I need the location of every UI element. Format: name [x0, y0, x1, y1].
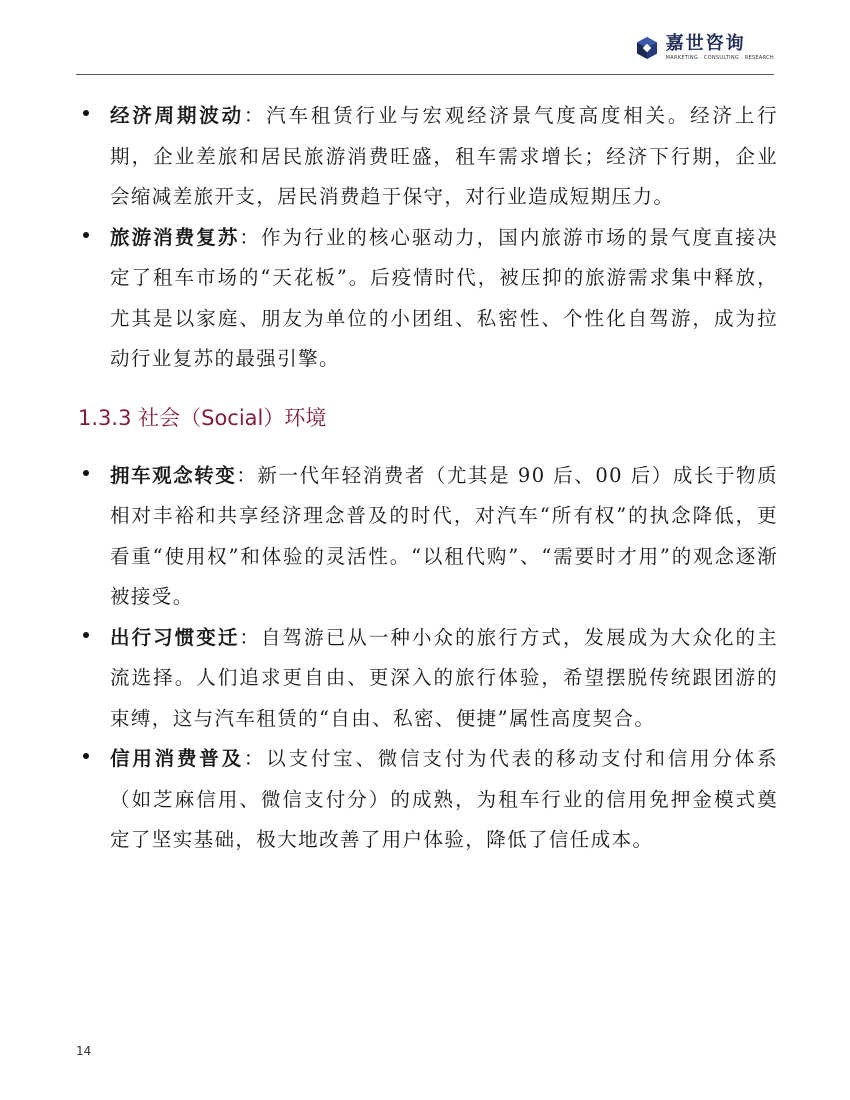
bullet-paragraph: [110, 96, 778, 218]
company-logo: [635, 34, 774, 62]
bullet-paragraph: [110, 456, 778, 618]
bullet-paragraph: [110, 618, 778, 740]
bullet-dot-icon: [83, 110, 89, 116]
bullet-text: ：作为行业的核心驱动力，国内旅游市场的景气度直接决定了租车市场的“天花板”。后疫情时代，被压抑的旅游需求集中释放，尤其是以家庭、朋友为单位的小团组、私密性、个性化自驾游，成为拉动行业复苏的最强引擎。: [110, 225, 778, 370]
bullet-credit-consumption: [78, 739, 778, 861]
bullet-economic-cycle: [78, 96, 778, 218]
bullet-text: ：以支付宝、微信支付为代表的移动支付和信用分体系（如芝麻信用、微信支付分）的成熟，为租车行业的信用免押金模式奠定了坚实基础，极大地改善了用户体验，降低了信任成本。: [110, 747, 778, 851]
page-number: 14: [76, 1044, 92, 1058]
page-content: [78, 96, 778, 861]
section-heading: 1.3.3 社会（Social）环境: [78, 405, 327, 430]
bullet-term: 旅游消费复苏: [110, 225, 240, 249]
bullet-text: ：新一代年轻消费者（尤其是 90 后、00 后）成长于物质相对丰裕和共享经济理念普及的时代，对汽车“所有权”的执念降低，更看重“使用权”和体验的灵活性。“以租代购”、“需要时才用”的观念逐渐被接受。: [110, 463, 778, 608]
bullet-term: 出行习惯变迁: [110, 625, 240, 649]
bullet-text: ：自驾游已从一种小众的旅行方式，发展成为大众化的主流选择。人们追求更自由、更深入的旅行体验，希望摆脱传统跟团游的束缚，这与汽车租赁的“自由、私密、便捷”属性高度契合。: [110, 625, 778, 730]
bullet-dot-icon: [83, 632, 89, 638]
bullet-tourism-recovery: [78, 218, 778, 380]
bullet-paragraph: [110, 739, 778, 861]
bullet-term: 拥车观念转变: [110, 463, 237, 487]
bullet-dot-icon: [83, 470, 89, 476]
page-header: [76, 30, 774, 75]
bullet-travel-habits: [78, 618, 778, 740]
bullet-text: ：汽车租赁行业与宏观经济景气度高度相关。经济上行期，企业差旅和居民旅游消费旺盛，租车需求增长；经济下行期，企业会缩减差旅开支，居民消费趋于保守，对行业造成短期压力。: [110, 104, 778, 208]
bullet-dot-icon: [83, 753, 89, 759]
bullet-dot-icon: [83, 232, 89, 238]
logo-mark-icon: [635, 36, 659, 60]
bullet-term: 经济周期波动: [110, 104, 244, 127]
logo-name-cn: 嘉世咨询: [665, 33, 746, 54]
bullet-paragraph: [110, 218, 778, 380]
logo-tagline-en: MARKETING · CONSULTING · RESEARCH: [665, 55, 774, 61]
bullet-car-ownership: [78, 456, 778, 618]
bullet-term: 信用消费普及: [110, 747, 244, 770]
